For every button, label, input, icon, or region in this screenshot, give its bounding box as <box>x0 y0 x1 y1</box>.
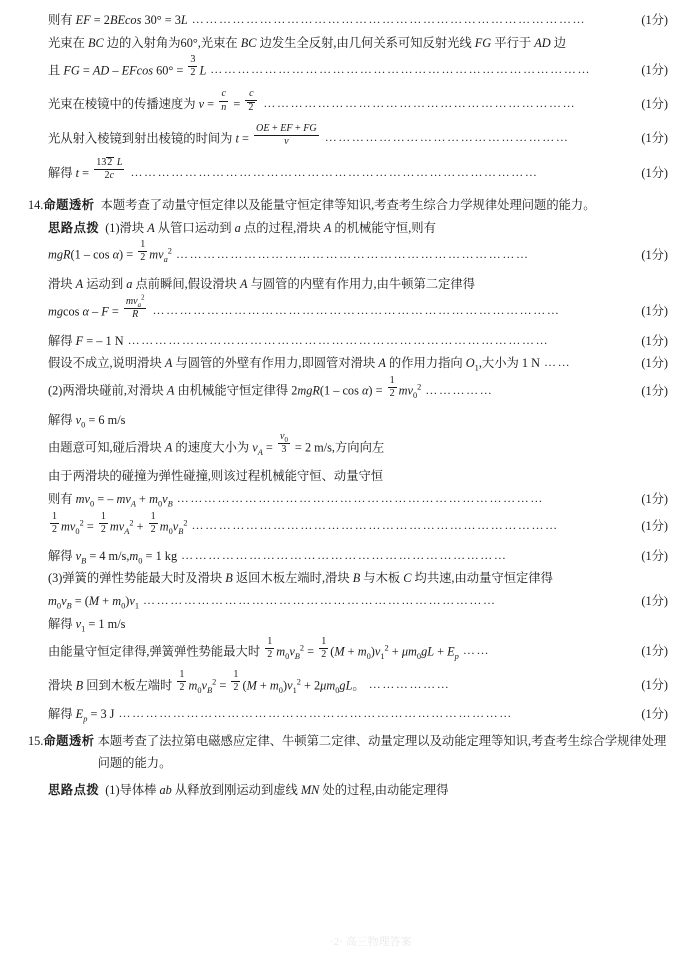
answer-line-text: 光束在 BC 边的入射角为60°,光束在 BC 边发生全反射,由几何关系可知反射光线 FG 平行于 AD 边 <box>48 35 567 50</box>
answer-line-text: 解得 $v_1 = 1$ m/s <box>48 617 126 634</box>
leader-dots: …………………………………………………………………… <box>143 594 497 607</box>
answer-line <box>28 492 668 509</box>
answer-line <box>28 669 668 698</box>
answer-line-text: (3)弹簧的弹性势能最大时及滑块 B 返回木板左端时,滑块 B 与木板 C 均共速,由动量守恒定律得 <box>48 571 553 586</box>
score-mark: (1分) <box>641 492 668 507</box>
score-mark: (1分) <box>641 707 668 722</box>
answer-line-text: mgcos α – F = $\frac{mv_a^2}{R}$ <box>48 294 145 320</box>
answer-line <box>28 356 668 373</box>
score-mark: (1分) <box>641 383 668 398</box>
answer-line <box>28 157 668 186</box>
answer-line <box>28 37 668 49</box>
answer-line-text: 由题意可知,碰后滑块 A 的速度大小为 $v_A$ = $\frac{v_0}{3}$ = 2 m/s,方向向左 <box>48 431 385 457</box>
leader-dots: …………………………………………………………………………… <box>118 707 513 720</box>
answer-line <box>28 617 668 634</box>
answer-line-text: 且 FG = AD – EFcos 60° = $\frac{3}{2}$ L <box>48 54 207 79</box>
answer-line <box>28 784 668 796</box>
answer-line <box>28 572 668 584</box>
answer-line <box>28 374 668 403</box>
answer-line <box>28 635 668 664</box>
leader-dots: ……………………………………………………………………… <box>191 519 559 532</box>
answer-line <box>28 278 668 290</box>
score-mark: (1分) <box>641 13 668 27</box>
score-mark: (1分) <box>641 304 668 319</box>
score-mark: (1分) <box>641 519 668 534</box>
leader-dots: ……………………………………………………………………………… <box>152 304 561 317</box>
score-mark: (1分) <box>641 677 668 692</box>
score-mark: (1分) <box>641 356 668 371</box>
question-number: 15.命题透析 <box>28 734 95 749</box>
leader-dots: …………………………………………………………………… <box>175 247 530 260</box>
answer-line <box>28 222 668 234</box>
answer-line-text: 则有 EF = 2BEcos 30° = 3L <box>48 13 188 27</box>
answer-line-text <box>48 784 449 796</box>
answer-line <box>28 431 668 460</box>
answer-line-text: mgR(1 – cos α) = $\frac{1}{2}$ $mv_a^2$ <box>48 239 172 265</box>
answer-line-text: 解得 $v_B = 4$ $m/s,m_0 = 1$ kg <box>48 548 178 566</box>
score-mark: (1分) <box>641 333 668 348</box>
leader-dots: …… <box>544 356 572 369</box>
question-tag: 命题透析 <box>43 734 95 749</box>
answer-line <box>28 470 668 482</box>
hint-text: (1)滑块 A 从管口运动到 a 点的过程,滑块 A 的机械能守恒,则有 <box>105 220 436 235</box>
leader-dots: ……………………………………………………………………… <box>176 492 544 505</box>
answer-line-text: $\frac{1}{2}$ $mv_0^2$ = $\frac{1}{2}$ $mv_A^2$ + $\frac{1}{2}$ $m_0v_B^2$ <box>52 510 188 536</box>
score-mark: (1分) <box>641 644 668 659</box>
score-mark: (1分) <box>641 97 668 112</box>
answer-line-text: (2)两滑块碰前,对滑块 A 由机械能守恒定律得 2mgR(1 – cos α) = $\frac{1}{2}$ $mv_0^2$ <box>48 374 422 401</box>
leader-dots: ………………………………………………………………………… <box>210 63 592 76</box>
answer-line <box>28 548 668 566</box>
answer-line <box>28 510 668 539</box>
answer-line-text: $m_0v_B = (M + m_0)v_1$ <box>48 594 140 611</box>
score-mark: (1分) <box>641 63 668 78</box>
answer-line <box>28 412 668 430</box>
hint-text: (1)导体棒 ab 从释放到刚运动到虚线 MN 处的过程,由动能定理得 <box>105 783 449 798</box>
answer-line-text: 由能量守恒定律得,弹簧弹性势能最大时 $\frac{1}{2}$ $m_0v_B^2$ = $\frac{1}{2}$ $(M + m_0)v_1^2 + \mu m_0gL + E_p$ <box>48 635 459 661</box>
page-footer-watermark: ·2· 高三物理答案 <box>330 936 412 948</box>
answer-line-text: 解得 $E_p = 3$ J <box>48 707 115 724</box>
score-mark: (1分) <box>641 548 668 563</box>
score-mark: (1分) <box>641 131 668 146</box>
answer-line-text: 则有 $mv_0$ = – $mv_A + m_0v_B$ <box>48 492 173 509</box>
leader-dots: …………………………………………………………………………… <box>191 13 587 25</box>
leader-dots: ………………………………………………………………………………… <box>127 333 550 346</box>
answer-line <box>28 54 668 83</box>
question-tag-text: 本题考查了法拉第电磁感应定律、牛顿第二定律、动量定理以及动能定理等知识,考查考生综合学规律处理问题的能力。 <box>97 734 667 770</box>
question-tag: 命题透析 <box>43 197 95 212</box>
answer-line-text: 光从射入棱镜到射出棱镜的时间为 t = $\frac{OE + EF + FG}{v}$ <box>48 122 317 147</box>
leader-dots: ……………………………………………………………………………… <box>130 165 539 178</box>
hint-tag: 思路点拨 <box>48 220 100 235</box>
answer-line <box>28 239 668 267</box>
document-body <box>28 14 668 807</box>
question-14-header <box>28 199 668 211</box>
question-tag-text: 本题考查了动量守恒定律以及能量守恒定律等知识,考查考生综合力学规律处理问题的能力。 <box>100 197 596 212</box>
answer-line <box>28 594 668 611</box>
hint-tag: 思路点拨 <box>48 783 100 798</box>
answer-line-text: 解得 t = $\frac{132 L}{2c}$ <box>48 157 123 182</box>
leader-dots: …… <box>462 644 491 657</box>
answer-line <box>28 14 668 26</box>
answer-line-text: 由于两滑块的碰撞为弹性碰撞,则该过程机械能守恒、动量守恒 <box>48 469 384 484</box>
leader-dots: …………………………………………………………… <box>263 97 577 110</box>
leader-dots: ……………… <box>368 677 451 690</box>
leader-dots: …………… <box>425 383 494 396</box>
answer-line-text: 假设不成立,说明滑块 A 与圆管的外壁有作用力,即圆管对滑块 A 的作用力指向 $O_1$,大小为 1 N <box>48 356 541 373</box>
answer-line-text: 解得 F = – 1 N <box>48 333 124 348</box>
answer-line-text <box>48 222 436 234</box>
score-mark: (1分) <box>641 165 668 180</box>
question-number: 14.命题透析 本题考查了动量守恒定律以及能量守恒定律等知识,考查考生综合力学规律处理问题的能力。 <box>28 197 596 212</box>
answer-line <box>28 335 668 347</box>
leader-dots: ……………………………………………… <box>324 131 570 144</box>
answer-line-text: 光束在棱镜中的传播速度为 v = $\frac{c}{n}$ = $\frac{c}{2}$ <box>48 93 259 117</box>
answer-line-text: 解得 $v_0 = 6$ m/s <box>48 412 126 430</box>
answer-line <box>28 122 668 151</box>
answer-line <box>28 294 668 324</box>
answer-line <box>28 87 668 117</box>
answer-line <box>28 707 668 724</box>
leader-dots: ……………………………………………………………… <box>181 548 508 561</box>
answer-line-text: 滑块 B 回到木板左端时 $\frac{1}{2}$ $m_0v_B^2$ = $\frac{1}{2}$ $(M + m_0)v_1^2 + 2\mu m_0gL$。 <box>48 669 365 695</box>
score-mark: (1分) <box>641 247 668 262</box>
question-15-header <box>28 731 668 774</box>
score-mark: (1分) <box>641 594 668 609</box>
answer-line-text: 滑块 A 运动到 a 点前瞬间,假设滑块 A 与圆管的内壁有作用力,由牛顿第二定律得 <box>48 277 476 292</box>
